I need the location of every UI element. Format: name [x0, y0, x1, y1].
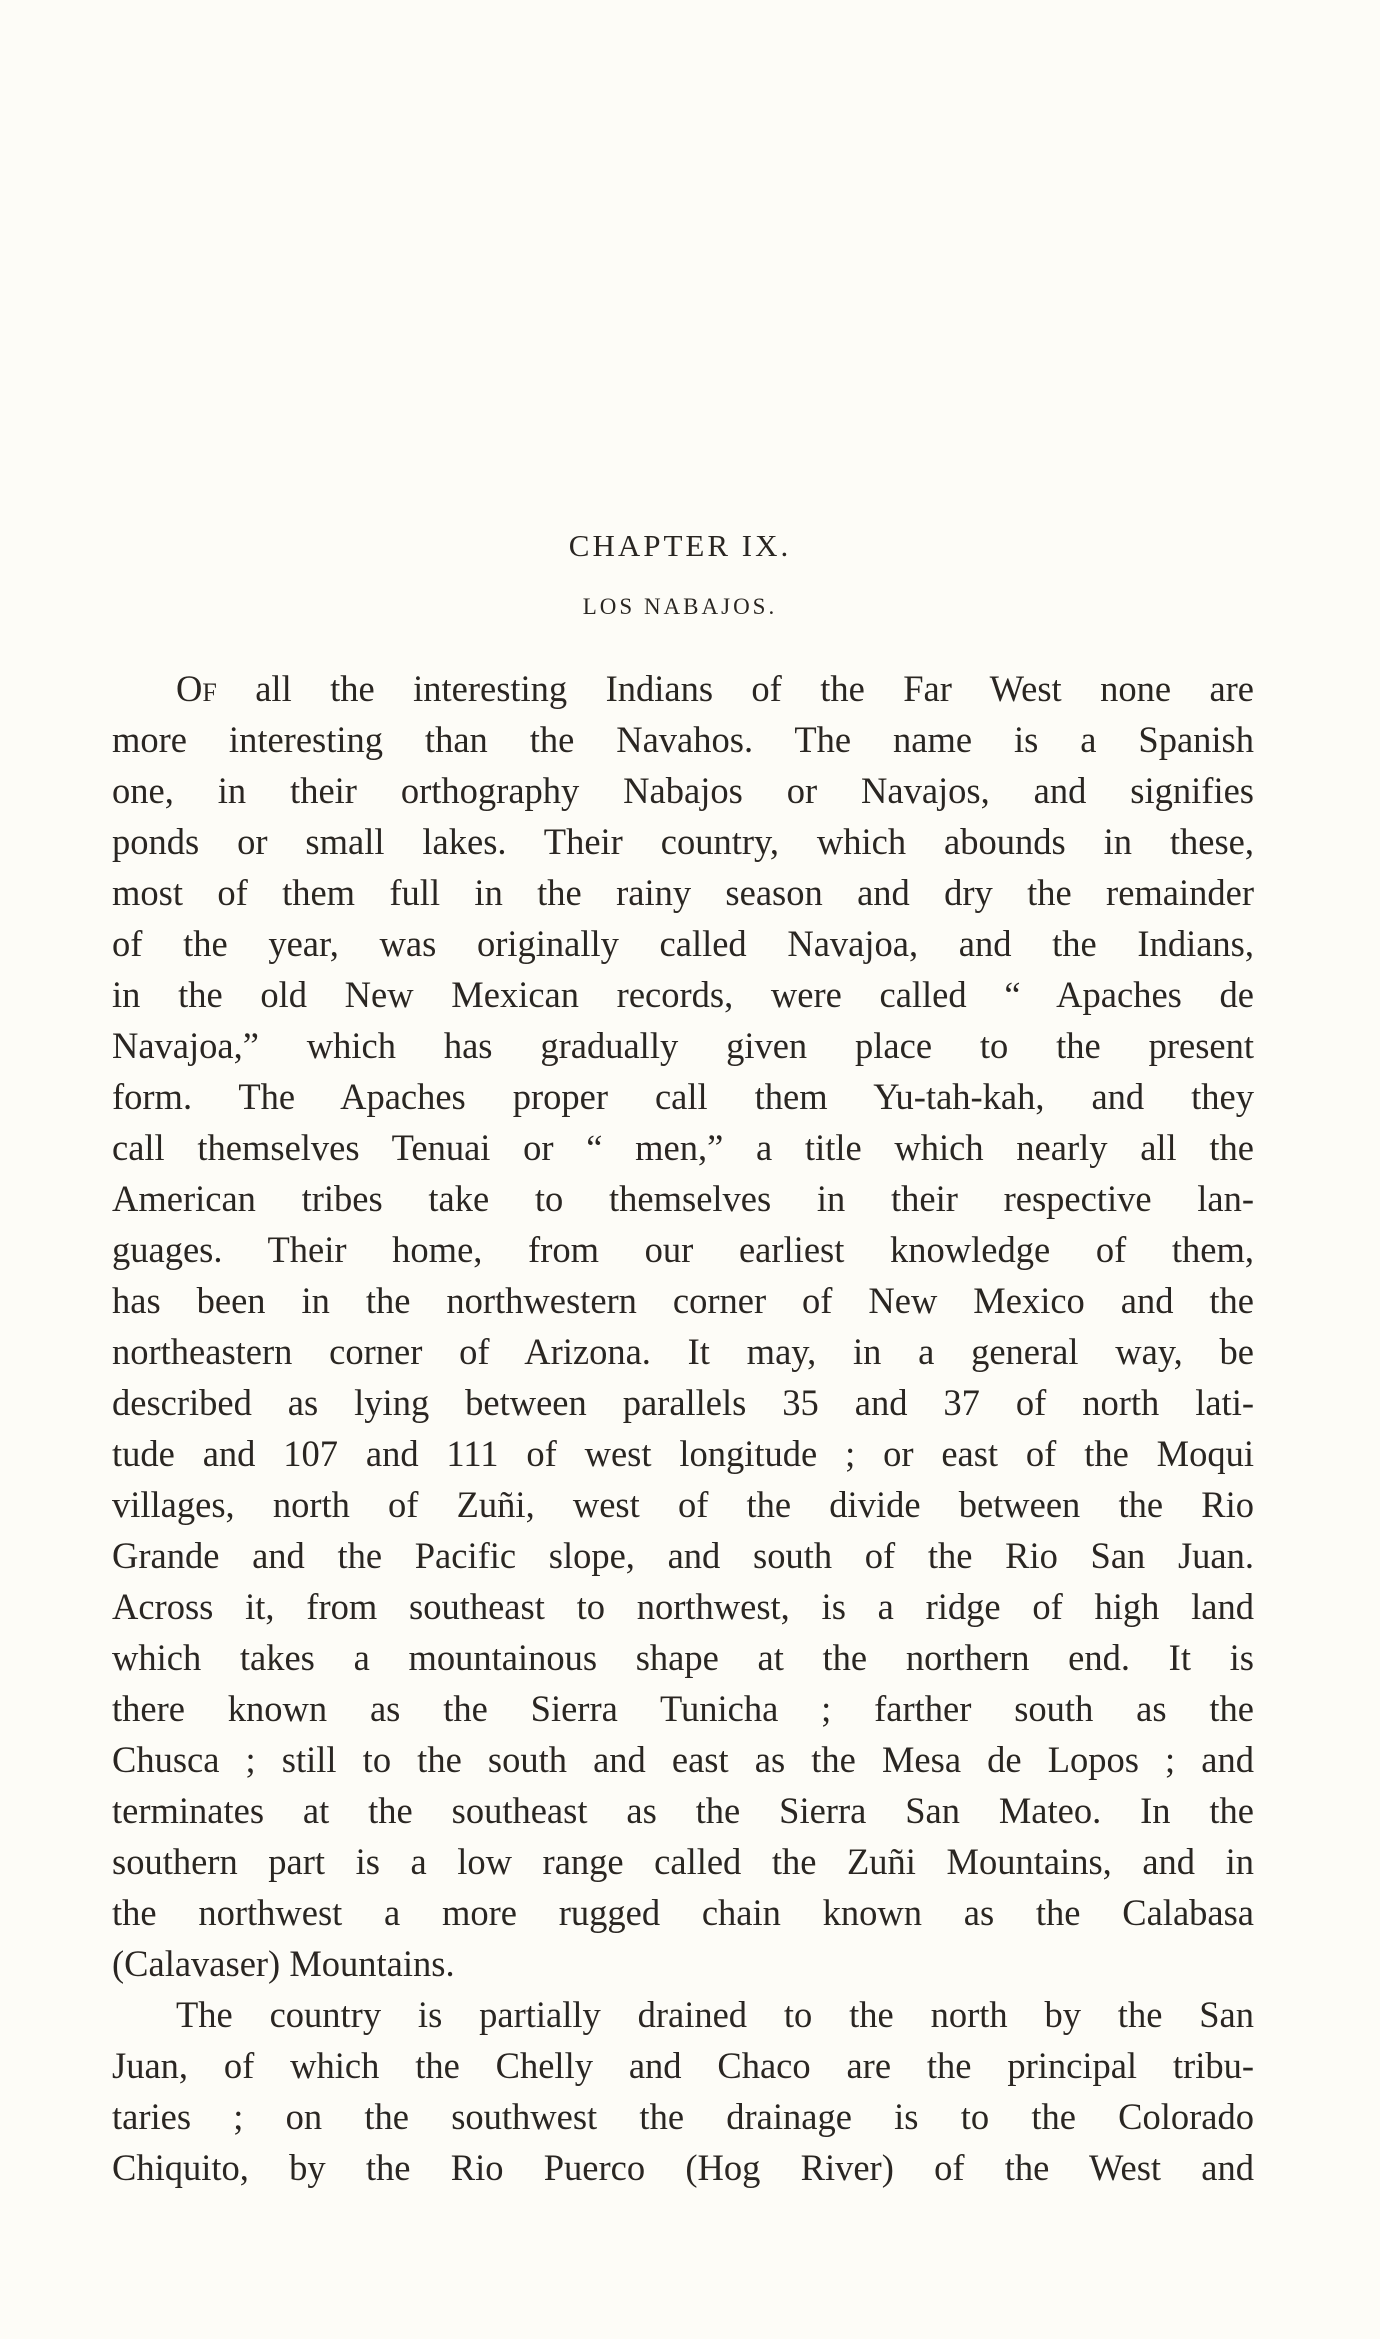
text-line: Chusca ; still to the south and east as the Mesa de Lopos ; and	[112, 1739, 1254, 1780]
body-text	[112, 663, 1254, 2193]
text-line: which takes a mountainous shape at the northern end. It is	[112, 1637, 1254, 1678]
text-line: described as lying between parallels 35 and 37 of north lati-	[112, 1382, 1254, 1423]
text-line: of the year, was originally called Navajoa, and the Indians,	[112, 923, 1254, 964]
text-line: terminates at the southeast as the Sierra San Mateo. In the	[112, 1790, 1254, 1831]
line-text: all the interesting Indians of the Far West none are	[216, 668, 1254, 709]
text-line: Across it, from southeast to northwest, is a ridge of high land	[112, 1586, 1254, 1627]
text-line: American tribes take to themselves in their respective lan-	[112, 1178, 1254, 1219]
text-line: there known as the Sierra Tunicha ; farther south as the	[112, 1688, 1254, 1729]
chapter-title: CHAPTER IX.	[568, 528, 792, 563]
text-line: ponds or small lakes. Their country, which abounds in these,	[112, 821, 1254, 862]
text-line: Juan, of which the Chelly and Chaco are the principal tribu-	[112, 2045, 1254, 2086]
text-line: has been in the northwestern corner of New Mexico and the	[112, 1280, 1254, 1321]
text-line: most of them full in the rainy season and dry the remainder	[112, 872, 1254, 913]
text-line: tude and 107 and 111 of west longitude ; or east of the Moqui	[112, 1433, 1254, 1474]
text-line: Grande and the Pacific slope, and south of the Rio San Juan.	[112, 1535, 1254, 1576]
text-line: southern part is a low range called the Zuñi Mountains, and in	[112, 1841, 1254, 1882]
text-line: call themselves Tenuai or “ men,” a title which nearly all the	[112, 1127, 1254, 1168]
text-line: Navajoa,” which has gradually given place to the present	[112, 1025, 1254, 1066]
text-line: the northwest a more rugged chain known as the Calabasa	[112, 1892, 1254, 1933]
lead-word: Of	[176, 668, 217, 709]
text-line: northeastern corner of Arizona. It may, in a general way, be	[112, 1331, 1254, 1372]
text-line: guages. Their home, from our earliest knowledge of them,	[112, 1229, 1254, 1270]
text-line: one, in their orthography Nabajos or Navajos, and signifies	[112, 770, 1254, 811]
text-line: The country is partially drained to the north by the San	[176, 1994, 1254, 2035]
chapter-subtitle: LOS NABAJOS.	[582, 594, 778, 619]
paragraph-1	[112, 663, 1254, 1989]
text-line: villages, north of Zuñi, west of the divide between the Rio	[112, 1484, 1254, 1525]
text-line: Chiquito, by the Rio Puerco (Hog River) of the West and	[112, 2147, 1254, 2188]
text-line: in the old New Mexican records, were called “ Apaches de	[112, 974, 1254, 1015]
text-line: taries ; on the southwest the drainage is to the Colorado	[112, 2096, 1254, 2137]
text-line	[112, 663, 1254, 714]
paragraph-2	[112, 1989, 1254, 2193]
text-line: (Calavaser) Mountains.	[112, 1943, 455, 1984]
text-line: more interesting than the Navahos. The name is a Spanish	[112, 719, 1254, 760]
text-line: form. The Apaches proper call them Yu-tah-kah, and they	[112, 1076, 1254, 1117]
